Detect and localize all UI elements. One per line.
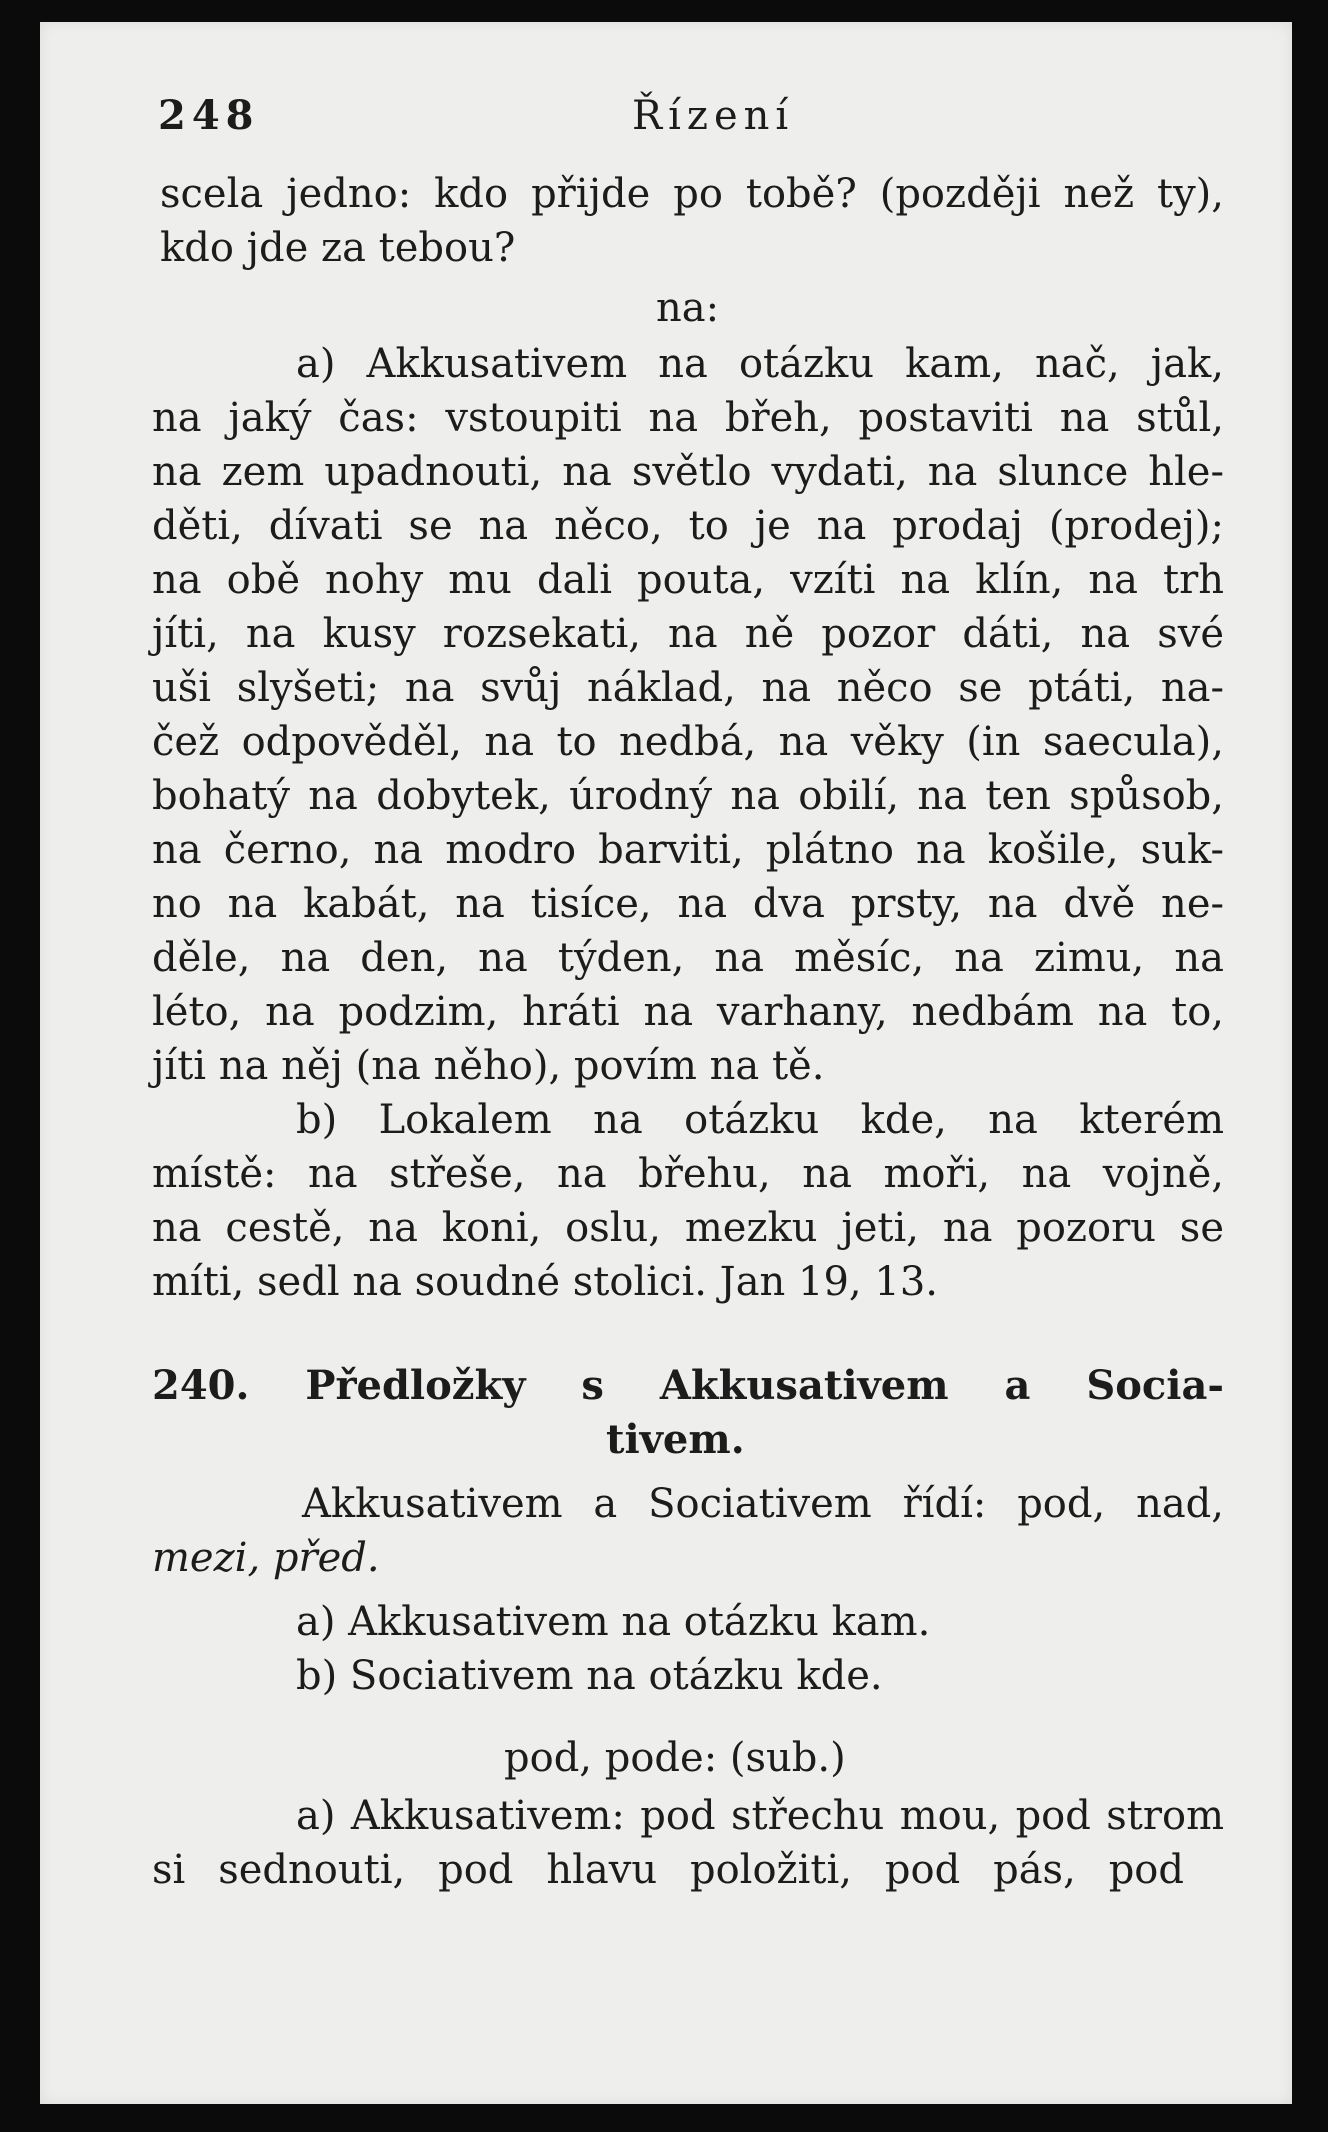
subheading: pod, pode: (sub.) — [504, 1735, 846, 1781]
text-line: a) Akkusativem na otázku kam. — [296, 1599, 931, 1645]
text-line: Akkusativem a Sociativem řídí: pod, nad, — [302, 1481, 1224, 1527]
text-line: na cestě, na koni, oslu, mezku jeti, na pozoru se — [152, 1205, 1224, 1251]
text-line: si sednouti, pod hlavu položiti, pod pás, pod — [152, 1847, 1184, 1893]
text-line: děle, na den, na týden, na měsíc, na zimu, na — [152, 935, 1224, 981]
book-page — [40, 22, 1292, 2104]
text-line: děti, dívati se na něco, to je na prodaj (prodej); — [152, 503, 1224, 549]
running-title: Řízení — [632, 93, 795, 139]
text-line: kdo jde za tebou? — [160, 225, 516, 271]
text-line: na černo, na modro barviti, plátno na košile, suk- — [152, 827, 1224, 873]
text-line: na obě nohy mu dali pouta, vzíti na klín, na trh — [152, 557, 1224, 603]
text-line: no na kabát, na tisíce, na dva prsty, na dvě ne- — [152, 881, 1224, 927]
text-line: jíti, na kusy rozsekati, na ně pozor dáti, na své — [152, 611, 1224, 657]
text-line: a) Akkusativem: pod střechu mou, pod strom — [296, 1793, 1224, 1839]
text-line: b) Sociativem na otázku kde. — [296, 1653, 883, 1699]
text-line: místě: na střeše, na břehu, na moři, na vojně, — [152, 1151, 1224, 1197]
text-line: jíti na něj (na něho), povím na tě. — [152, 1043, 825, 1089]
section-heading-cont: tivem. — [606, 1416, 745, 1463]
text-line: mezi, před. — [152, 1535, 380, 1581]
text-line: čež odpověděl, na to nedbá, na věky (in saecula), — [152, 719, 1224, 765]
text-line: na: — [656, 285, 720, 331]
text-line: bohatý na dobytek, úrodný na obilí, na ten spůsob, — [152, 773, 1224, 819]
page-number: 248 — [158, 92, 260, 139]
text-line: a) Akkusativem na otázku kam, nač, jak, — [296, 341, 1224, 387]
text-line: na zem upadnouti, na světlo vydati, na slunce hle- — [152, 449, 1224, 495]
text-line: scela jedno: kdo přijde po tobě? (později než ty), — [160, 171, 1224, 217]
text-line: uši slyšeti; na svůj náklad, na něco se ptáti, na- — [152, 665, 1224, 711]
text-line: b) Lokalem na otázku kde, na kterém — [296, 1097, 1224, 1143]
text-line: na jaký čas: vstoupiti na břeh, postaviti na stůl, — [152, 395, 1224, 441]
text-line: míti, sedl na soudné stolici. Jan 19, 13. — [152, 1259, 938, 1305]
text-line: léto, na podzim, hráti na varhany, nedbám na to, — [152, 989, 1224, 1035]
section-heading: 240. Předložky s Akkusativem a Socia- — [152, 1362, 1224, 1409]
